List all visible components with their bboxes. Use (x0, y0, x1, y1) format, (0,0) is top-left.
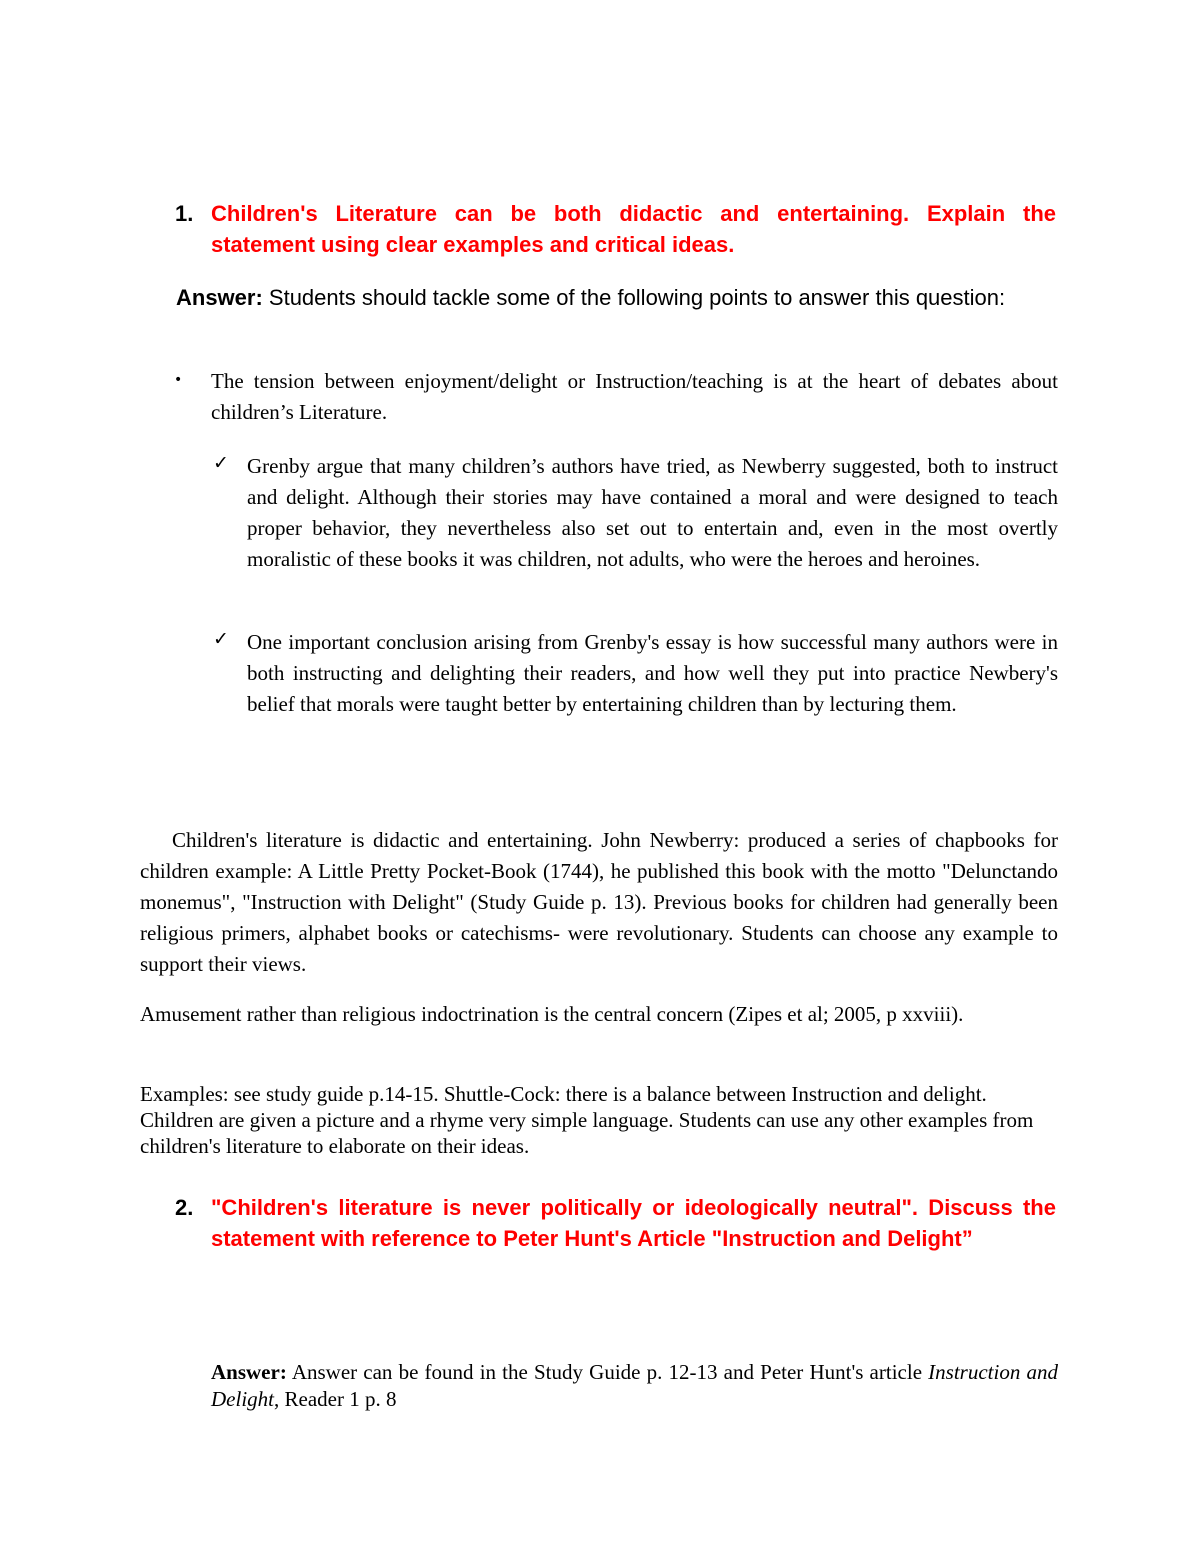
bullet-point-tension: The tension between enjoyment/delight or Instruction/teaching is at the heart of debates about children’s Literature. (211, 369, 1058, 424)
paragraph-examples: Examples: see study guide p.14-15. Shuttle-Cock: there is a balance between Instruction and delight. Children are given a picture and a rhyme very simple language. Students can use any other examples from children's literature to elaborate on their ideas. (140, 1082, 1034, 1158)
answer-2-article-title: Instruction and Delight (211, 1360, 1058, 1411)
answer-2-label: Answer: (211, 1360, 287, 1384)
check-point-conclusion: One important conclusion arising from Grenby's essay is how successful many authors were in both instructing and delighting their readers, and how well they put into practice Newbery's belief that morals were taught better by entertaining children than by lecturing them. (247, 630, 1058, 716)
bullet-icon: • (174, 372, 183, 388)
answer-1-label: Answer: (176, 285, 263, 310)
question-1-text: Children's Literature can be both didactic and entertaining. Explain the statement using clear examples and critical ideas. (211, 201, 1056, 257)
checkmark-icon: ✓ (213, 628, 229, 650)
checkmark-icon: ✓ (213, 452, 229, 474)
question-2-text: "Children's literature is never politically or ideologically neutral". Discuss the statement with reference to Peter Hunt's Article "Instruction and Delight” (211, 1195, 1056, 1251)
question-1 (175, 198, 1056, 260)
check-point-grenby: Grenby argue that many children’s authors have tried, as Newberry suggested, both to instruct and delight. Although their stories may have contained a moral and were designed to teach proper behavior, they nevertheless also set out to entertain and, even in the most overtly moralistic of these books it was children, not adults, who were the heroes and heroines. (247, 454, 1058, 571)
question-2 (175, 1192, 1056, 1254)
question-1-number: 1. (175, 201, 194, 226)
answer-1-text: Students should tackle some of the following points to answer this question: (262, 285, 1006, 310)
answer-1 (176, 282, 1057, 313)
question-2-number: 2. (175, 1195, 194, 1220)
answer-2-text-before: Answer can be found in the Study Guide p. 12-13 and Peter Hunt's article (286, 1360, 929, 1384)
answer-2-text-after: , Reader 1 p. 8 (274, 1387, 397, 1411)
paragraph-didactic-entertaining: Children's literature is didactic and entertaining. John Newberry: produced a series of chapbooks for children example: A Little Pretty Pocket-Book (1744), he published this book with the motto "Delunctando monemus", "Instruction with Delight" (Study Guide p. 13). Previous books for children had generally been religious primers, alphabet books or catechisms- were revolutionary. Students can choose any example to support their views. (140, 828, 1058, 976)
answer-2 (211, 1359, 1058, 1413)
paragraph-amusement: Amusement rather than religious indoctrination is the central concern (Zipes et al; 2005, p xxviii). (140, 1002, 964, 1026)
